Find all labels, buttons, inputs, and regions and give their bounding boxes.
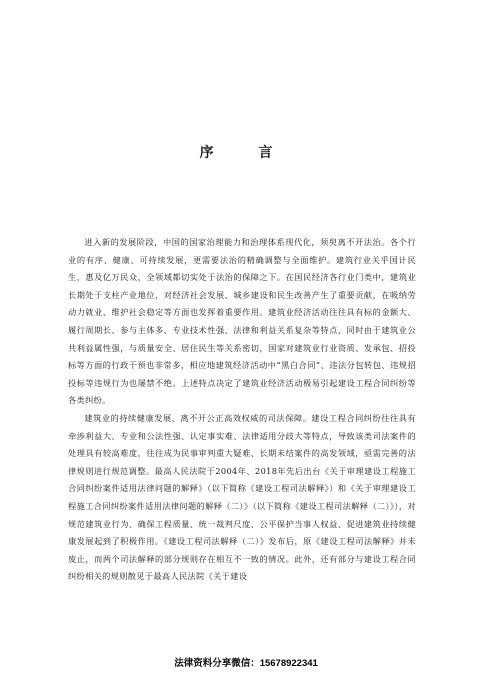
footer-watermark-text: 法律资料分享微信：15678922341 [174, 658, 318, 669]
page-title: 序 言 [199, 145, 293, 161]
preface-body [68, 234, 416, 586]
paragraph-2: 建筑业的持续健康发展，离不开公正高效权威的司法保障。建设工程合同纠纷往往具有牵涉利益大、专业和公法性强、认定事实难、法律适用分歧大等特点，导致该类司法案件的处理具有较高难度，往往成为民事审判重大疑难、长期未结案件的高发领域，亟需完善的法律规则进行规范调整。最高人民法院于2004年、2018年先后出台《关于审理建设工程施工合同纠纷案件适用法律问题的解释》（以下简称《建设工程司法解释》）和《关于审理建设工程施工合同纠纷案件适用法律问题的解释（二）》（以下简称《建设工程司法解释（二）》），对规范建筑业行为、确保工程质量、统一裁判尺度、公平保护当事人权益、促进建筑业持续健康发展起到了积极作用。《建设工程司法解释（二）》发布后，原《建设工程司法解释》并未废止，而两个司法解释的部分规则存在相互不一致的情况。此外，还有部分与建设工程合同纠纷相关的规则散见于最高人民法院《关于建设 [68, 412, 416, 582]
paragraph-1: 进入新的发展阶段，中国的国家治理能力和治理体系现代化，须臾离不开法治。各个行业的有序、健康、可持续发展，更需要法治的精确调整与全面维护。建筑行业关乎国计民生，惠及亿万民众，全领域都切实处于法治的保障之下。在国民经济各行业门类中，建筑业长期处于支柱产业地位，对经济社会发展、城乡建设和民生改善产生了重要贡献，在吸纳劳动力就业、维护社会稳定等方面也发挥着重要作用。建筑业经济活动往往具有标的金额大、履行周期长、参与主体多、专业技术性强、法律和利益关系复杂等特点，同时由于建筑业公共利益属性强，与质量安全、居住民生等关系密切，国家对建筑业行业资质、发承包、招投标等方面的行政干预也非常多，相应地建筑经济活动中“黑白合同”、违法分包转包、违规招投标等违规行为也屡禁不绝。上述特点决定了建筑业经济活动极易引起建设工程合同纠纷等各类纠纷。 [68, 237, 416, 406]
